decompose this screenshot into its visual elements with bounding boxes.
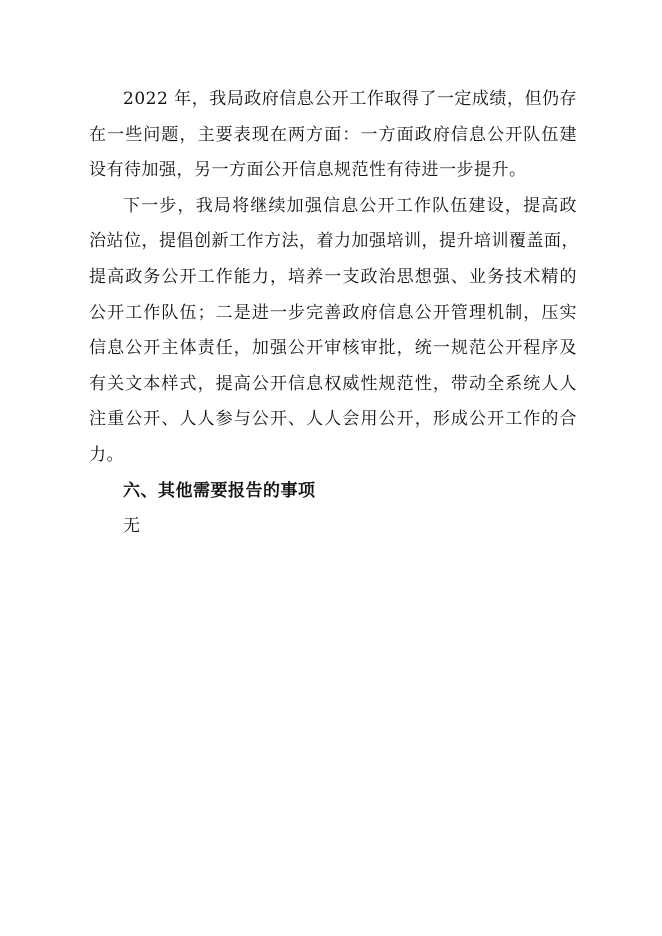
paragraph-issues	[89, 84, 577, 185]
text-line: 提高政务公开工作能力，培养一支政治思想强、业务技术精的	[89, 266, 577, 287]
text-line: 注重公开、人人参与公开、人人会用公开，形成公开工作的合	[89, 409, 577, 430]
text-line: 力。	[89, 444, 124, 465]
section-heading: 六、其他需要报告的事项	[123, 480, 316, 501]
paragraph-next-steps	[89, 191, 577, 470]
text-line: 2022 年，我局政府信息公开工作取得了一定成绩，但仍存	[123, 89, 577, 109]
text-line: 治站位，提倡创新工作方法，着力加强培训，提升培训覆盖面，	[89, 231, 579, 252]
text-line: 公开工作队伍；二是进一步完善政府信息公开管理机制，压实	[89, 302, 577, 323]
text-line: 在一些问题，主要表现在两方面：一方面政府信息公开队伍建	[89, 124, 577, 145]
text-line: 信息公开主体责任，加强公开审核审批，统一规范公开程序及	[89, 338, 577, 359]
text-line: 有关文本样式，提高公开信息权威性规范性，带动全系统人人	[89, 373, 577, 394]
text-line: 下一步，我局将继续加强信息公开工作队伍建设，提高政	[123, 195, 577, 216]
document-body	[89, 84, 577, 541]
text-line: 设有待加强，另一方面公开信息规范性有待进一步提升。	[89, 160, 527, 181]
section-body: 无	[123, 516, 140, 537]
